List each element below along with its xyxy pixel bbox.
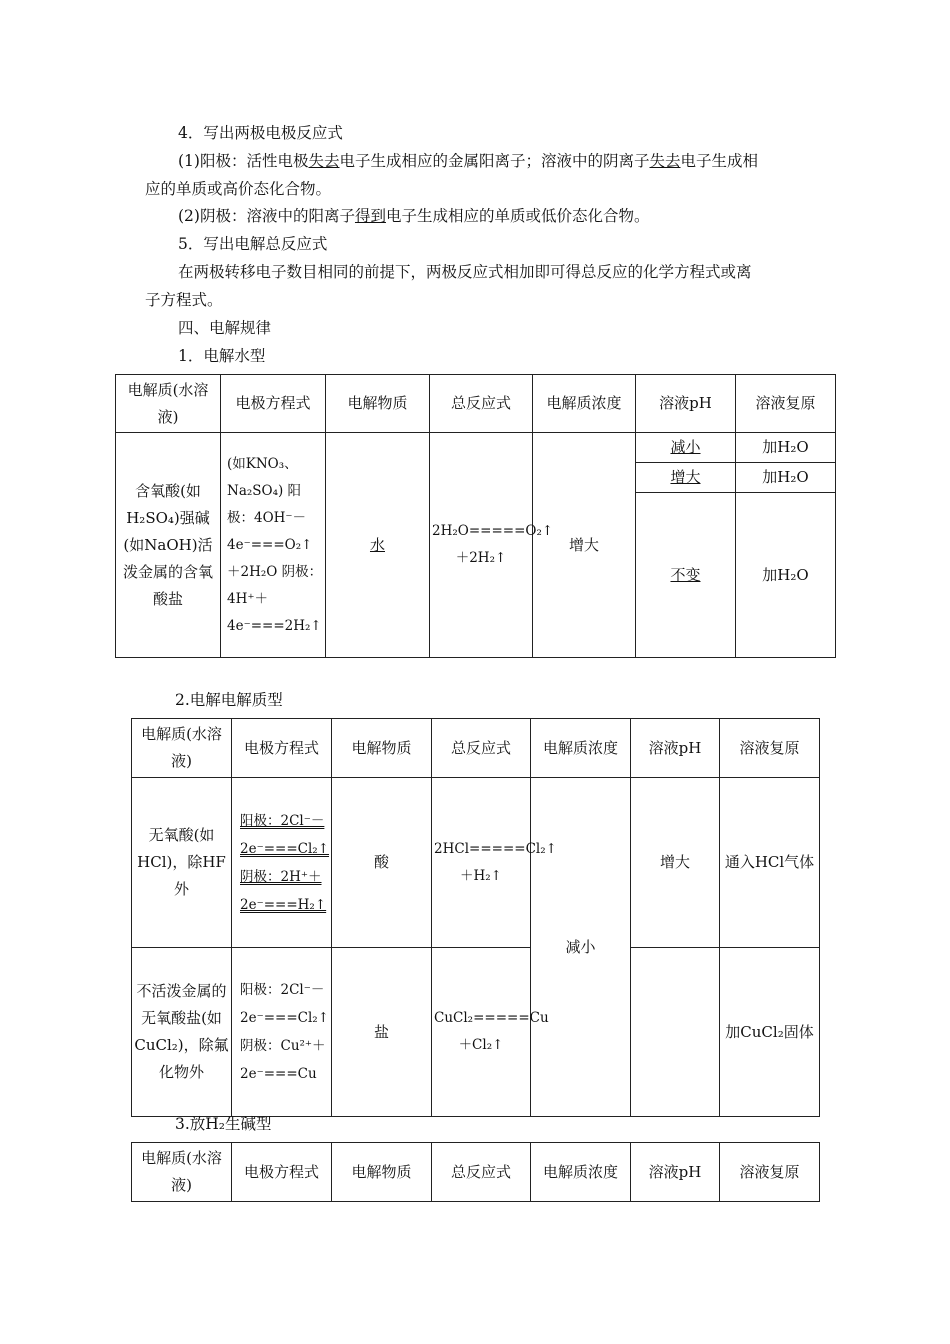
table2-title: 2.电解电解质型 bbox=[175, 691, 283, 709]
sec4-cathode-line bbox=[178, 206, 650, 226]
header-cell: 电解物质 bbox=[326, 375, 430, 433]
ph-cell: 不变 bbox=[636, 493, 736, 658]
blank-answer: 得到 bbox=[354, 207, 386, 225]
header-cell: 电解质浓度 bbox=[533, 375, 636, 433]
restore-cell bbox=[736, 463, 836, 493]
blank-answer: 失去 bbox=[308, 152, 340, 170]
header-cell: 电极方程式 bbox=[232, 1143, 332, 1202]
table-header-row bbox=[132, 719, 820, 778]
electrode-cell: (如KNO₃、Na₂SO₄) 阳极：4OH⁻－4e⁻===O₂↑＋2H₂O 阴极：4H⁺＋4e⁻===2H₂↑ bbox=[221, 433, 326, 658]
header-cell: 电解物质 bbox=[332, 719, 432, 778]
blank-answer: 失去 bbox=[649, 152, 681, 170]
restore-text: 加H₂O bbox=[762, 468, 809, 486]
table-header-row bbox=[132, 1143, 820, 1202]
concentration-cell: 减小 bbox=[531, 778, 631, 1117]
electrolyte-cell: 不活泼金属的无氧酸盐(如CuCl₂)，除氟化物外 bbox=[132, 948, 232, 1117]
table1-title: 1．电解水型 bbox=[178, 347, 266, 365]
header-cell: 电解质(水溶液) bbox=[132, 719, 232, 778]
substance-cell: 酸 bbox=[332, 778, 432, 948]
header-cell: 溶液pH bbox=[631, 1143, 720, 1202]
text: 电子生成相 bbox=[680, 152, 759, 170]
header-cell: 电解质(水溶液) bbox=[132, 1143, 232, 1202]
total-reaction-cell: CuCl₂=====Cu＋Cl₂↑ bbox=[432, 948, 531, 1117]
restore-cell: 加CuCl₂固体 bbox=[720, 948, 820, 1117]
header-cell: 电极方程式 bbox=[221, 375, 326, 433]
ph-cell: 增大 bbox=[631, 778, 720, 948]
header-cell: 电解质浓度 bbox=[531, 1143, 631, 1202]
restore-text: 加H₂O bbox=[762, 565, 809, 584]
substance-cell: 盐 bbox=[332, 948, 432, 1117]
electrolyte-cell: 无氧酸(如HCl)，除HF外 bbox=[132, 778, 232, 948]
table-h2-base bbox=[131, 1142, 820, 1202]
header-cell: 电极方程式 bbox=[232, 719, 332, 778]
table-row bbox=[116, 433, 836, 463]
header-cell: 电解物质 bbox=[332, 1143, 432, 1202]
header-cell: 溶液pH bbox=[636, 375, 736, 433]
header-cell: 总反应式 bbox=[432, 719, 531, 778]
header-cell: 总反应式 bbox=[430, 375, 533, 433]
header-cell: 溶液复原 bbox=[720, 1143, 820, 1202]
part4-title: 四、电解规律 bbox=[178, 319, 272, 337]
ph-cell: 减小 bbox=[636, 433, 736, 463]
text: 电子生成相应的单质或低价态化合物。 bbox=[385, 207, 650, 225]
table-header-row bbox=[116, 375, 836, 433]
table3-title: 3.放H₂生碱型 bbox=[175, 1115, 272, 1133]
restore-text: 加H₂O bbox=[762, 438, 809, 456]
ph-cell bbox=[631, 948, 720, 1117]
table-electrolysis-water bbox=[115, 374, 836, 658]
header-cell: 溶液复原 bbox=[720, 719, 820, 778]
sec5-title: 5．写出电解总反应式 bbox=[178, 235, 328, 253]
text: 电子生成相应的金属阳离子；溶液中的阴离子 bbox=[339, 152, 650, 170]
table-row bbox=[132, 948, 820, 1117]
sec5-line2: 子方程式。 bbox=[145, 291, 223, 309]
electrode-cell: 阳极：2Cl⁻－2e⁻===Cl₂↑ 阴极：Cu²⁺＋2e⁻===Cu bbox=[232, 948, 332, 1117]
restore-cell bbox=[736, 433, 836, 463]
concentration-cell: 增大 bbox=[533, 433, 636, 658]
table-electrolysis-electrolyte bbox=[131, 718, 820, 1117]
header-cell: 溶液pH bbox=[631, 719, 720, 778]
sec4-title: 4．写出两极电极反应式 bbox=[178, 124, 343, 142]
total-reaction-cell: 2H₂O=====O₂↑＋2H₂↑ bbox=[430, 433, 533, 658]
electrode-cell: 阳极：2Cl⁻－2e⁻===Cl₂↑ 阴极：2H⁺＋2e⁻===H₂↑ bbox=[232, 778, 332, 948]
header-cell: 总反应式 bbox=[432, 1143, 531, 1202]
total-reaction-cell: 2HCl=====Cl₂↑＋H₂↑ bbox=[432, 778, 531, 948]
sec5-line1: 在两极转移电子数目相同的前提下，两极反应式相加即可得总反应的化学方程式或离 bbox=[178, 263, 752, 281]
sec4-anode-line2: 应的单质或高价态化合物。 bbox=[145, 180, 332, 198]
electrolyte-cell: 含氧酸(如H₂SO₄)强碱(如NaOH)活泼金属的含氧酸盐 bbox=[116, 433, 221, 658]
substance-cell: 水 bbox=[326, 433, 430, 658]
ph-cell: 增大 bbox=[636, 463, 736, 493]
header-cell: 溶液复原 bbox=[736, 375, 836, 433]
table-row bbox=[132, 778, 820, 948]
restore-cell bbox=[736, 493, 836, 658]
text: (2)阴极：溶液中的阳离子 bbox=[178, 207, 355, 225]
header-cell: 电解质(水溶液) bbox=[116, 375, 221, 433]
restore-cell: 通入HCl气体 bbox=[720, 778, 820, 948]
text: (1)阳极：活性电极 bbox=[178, 152, 309, 170]
sec4-anode-line1 bbox=[178, 151, 758, 171]
header-cell: 电解质浓度 bbox=[531, 719, 631, 778]
